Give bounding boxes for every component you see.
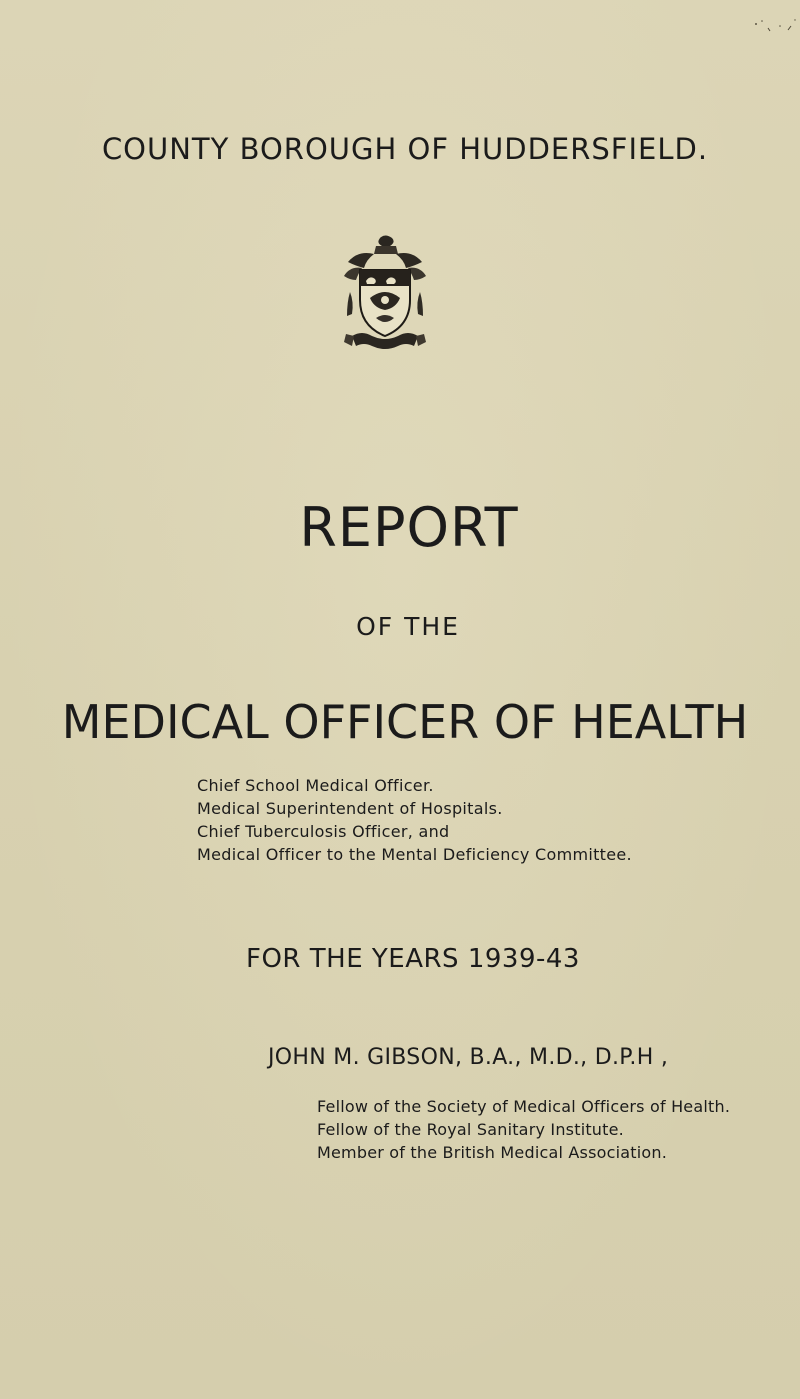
credential-line: Member of the British Medical Association. [317,1143,668,1162]
role-line: Medical Superintendent of Hospitals. [197,799,503,818]
role-line: Chief School Medical Officer. [197,776,434,795]
borough-coat-of-arms-icon [340,232,430,354]
report-period: FOR THE YEARS 1939-43 [246,944,580,974]
roles-list [197,774,717,866]
credential-line: Fellow of the Royal Sanitary Institute. [317,1120,624,1139]
report-title: REPORT [299,496,519,559]
report-subtitle: OF THE [356,612,460,641]
role-line: Chief Tuberculosis Officer, and [197,822,450,841]
office-title: MEDICAL OFFICER OF HEALTH [61,695,749,749]
paper-speck-marks [750,14,798,36]
header-title: COUNTY BOROUGH OF HUDDERSFIELD. [101,132,709,166]
credential-line: Fellow of the Society of Medical Officers of Health. [317,1097,731,1116]
credentials-list [317,1095,787,1164]
author-name: JOHN M. GIBSON, B.A., M.D., D.P.H , [268,1045,669,1070]
role-line: Medical Officer to the Mental Deficiency Committee. [197,845,632,864]
